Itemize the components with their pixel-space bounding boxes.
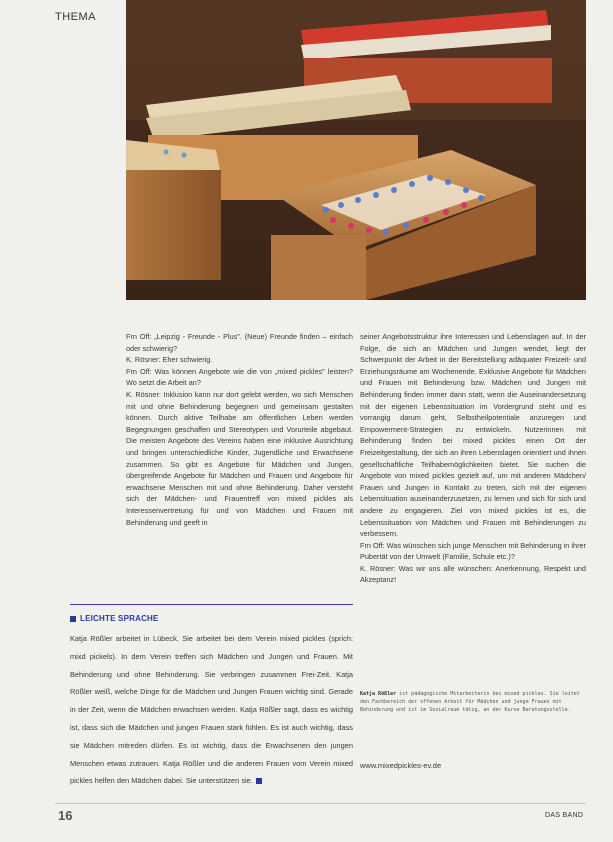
article-photo: [126, 0, 586, 300]
section-label: THEMA: [55, 11, 96, 23]
interview-question: Frn Off: Was können Angebote wie die von „mixed pickles" leisten? Wo setzt die Arbeit an?: [126, 366, 353, 388]
interview-answer: K. Rösner: Was wir uns alle wünschen: Anerkennung, Respekt und Akzeptanz!: [360, 563, 586, 585]
easy-language-title: [70, 614, 159, 623]
interview-answer: K. Rösner: Inklusion kann nur dort gelebt werden, wo sich Menschen mit und ohne Behinderung begegnen und gemeinsam gestalten können. Durch aktive Teilhabe am öffentlichen Leben werden Begegnungen geschaffen und Stereotypen und Vorurteile abgebaut. Die meisten Angebote des Vereins haben eine inklusive Ausrichtung und bringen unterschiedliche Kinder, Jugendliche und Erwachsene zusammen. So gibt es Angebote für Mädchen und Jungen, übergreifende Angebote für Mädchen und Frauen und Angebote für erwachsene Menschen mit und ohne Behinderung. Daher versteht sich der Mädchen- und Frauentreff von mixed pickles als Interessenvertretung für und von Mädchen und Frauen mit Behinderung und geeft in: [126, 389, 353, 527]
bio-name: Katja Rößler: [360, 691, 397, 697]
interview-answer: K. Rösner: Eher schwierig.: [126, 355, 213, 365]
interview-question: Frn Off: Was wünschen sich junge Menschen mit Behinderung in ihrer Pubertät von der Umwelt (Familie, Schule etc.)?: [360, 540, 586, 562]
decorated-boxes-photo: [126, 0, 586, 300]
magazine-brand: DAS BAND: [545, 812, 584, 819]
article-left-column: [126, 331, 353, 528]
article-right-column: [360, 331, 586, 586]
interview-answer: seiner Angebotsstruktur ihre Interessen und Lebenslagen auf. In der Folge, die sich an Mädchen und Jungen wendet, liegt der Schwerpunkt der Arbeit in der Bereitstellung adäquater Freizeit- und Erziehungsräume am Wochenende. Exklusive Angebote für Mädchen und Frauen mit Behinderung bzw. Mädchen und Jungen mit Behinderung finden immer dann statt, wenn die Auseinandersetzung mit der eigenen Lebenssituation im Vordergrund steht und es vorrangig darum geht, Selbstheilpotentiale anzuregen und Empowerment-Strategien zu entwickeln. Nutzerinnen mit Behinderung finden bei mixed pickles einen Ort der Freizeitgestaltung, der sich an ihren Lebenslagen orientiert und ihnen gesellschaftliche Teilhabemöglichkeiten bietet. Sie suchen die Angebote von mixed pickles gezielt auf, um mit anderen Mädchen/ Frauen und Jungen in Kontakt zu treten, sich mit der eigenen Lebensituation auseinanderzusetzen, zu lernen und sich für sich und andere zu engagieren. Ziel von mixed pickles ist es, die Lebenssituation von Mädchen und Frauen mit Behinderungen zu verbessern.: [360, 332, 586, 539]
interview-question: Frn Off: „Leipzig - Freunde - Plus". (Neue) Freunde finden – einfach oder schwierig?: [126, 332, 353, 353]
website-link[interactable]: www.mixedpickles-ev.de: [360, 761, 442, 770]
page-number: 16: [58, 808, 73, 823]
footer-divider: [55, 803, 586, 804]
end-square-icon: [256, 778, 262, 784]
easy-language-title-text: LEICHTE SPRACHE: [80, 614, 159, 623]
author-bio: [360, 690, 586, 714]
bio-text: ist pädagogische Mitarbeiterin bei mixed pickles. Sie leitet den Fachbereich der offenen Arbeit für Mädchen und junge Frauen mit Behinderung und ist im Sozialraum tätig, an der Kurve Beratungsstelle.: [360, 691, 580, 713]
easy-language-box: [70, 630, 353, 790]
easy-language-text: Katja Rößler arbeitet in Lübeck. Sie arbeitet bei dem Verein mixed pickles (sprich: mixd pickels). In dem Verein treffen sich Mädchen und Jungen und Frauen. Mit Behinderung und ohne Behinderung. Sie verbringen zusammen Frei-Zeit. Katja Rößler weiß, welche Dinge für die Mädchen und Jungen Frauen wichtig sind. Gerade in der Zeit, wenn die Mädchen erwachsen werden. Katja Rößler sagt, dass es wichtig ist, dass sich die Mädchen und jungen Frauen stark fühlen. Es ist auch wichtig, dass sie Mädchen mitreden dürfen. Es ist wichtig, dass die Erwachsenen den jungen Menschen etwas zutrauen. Katja Rößler und die anderen Frauen vom Verein mixed pickles helfen den Mädchen dabei. Sie unterstützen sie.: [70, 634, 353, 786]
square-bullet-icon: [70, 616, 76, 622]
easy-language-divider: [70, 604, 353, 605]
